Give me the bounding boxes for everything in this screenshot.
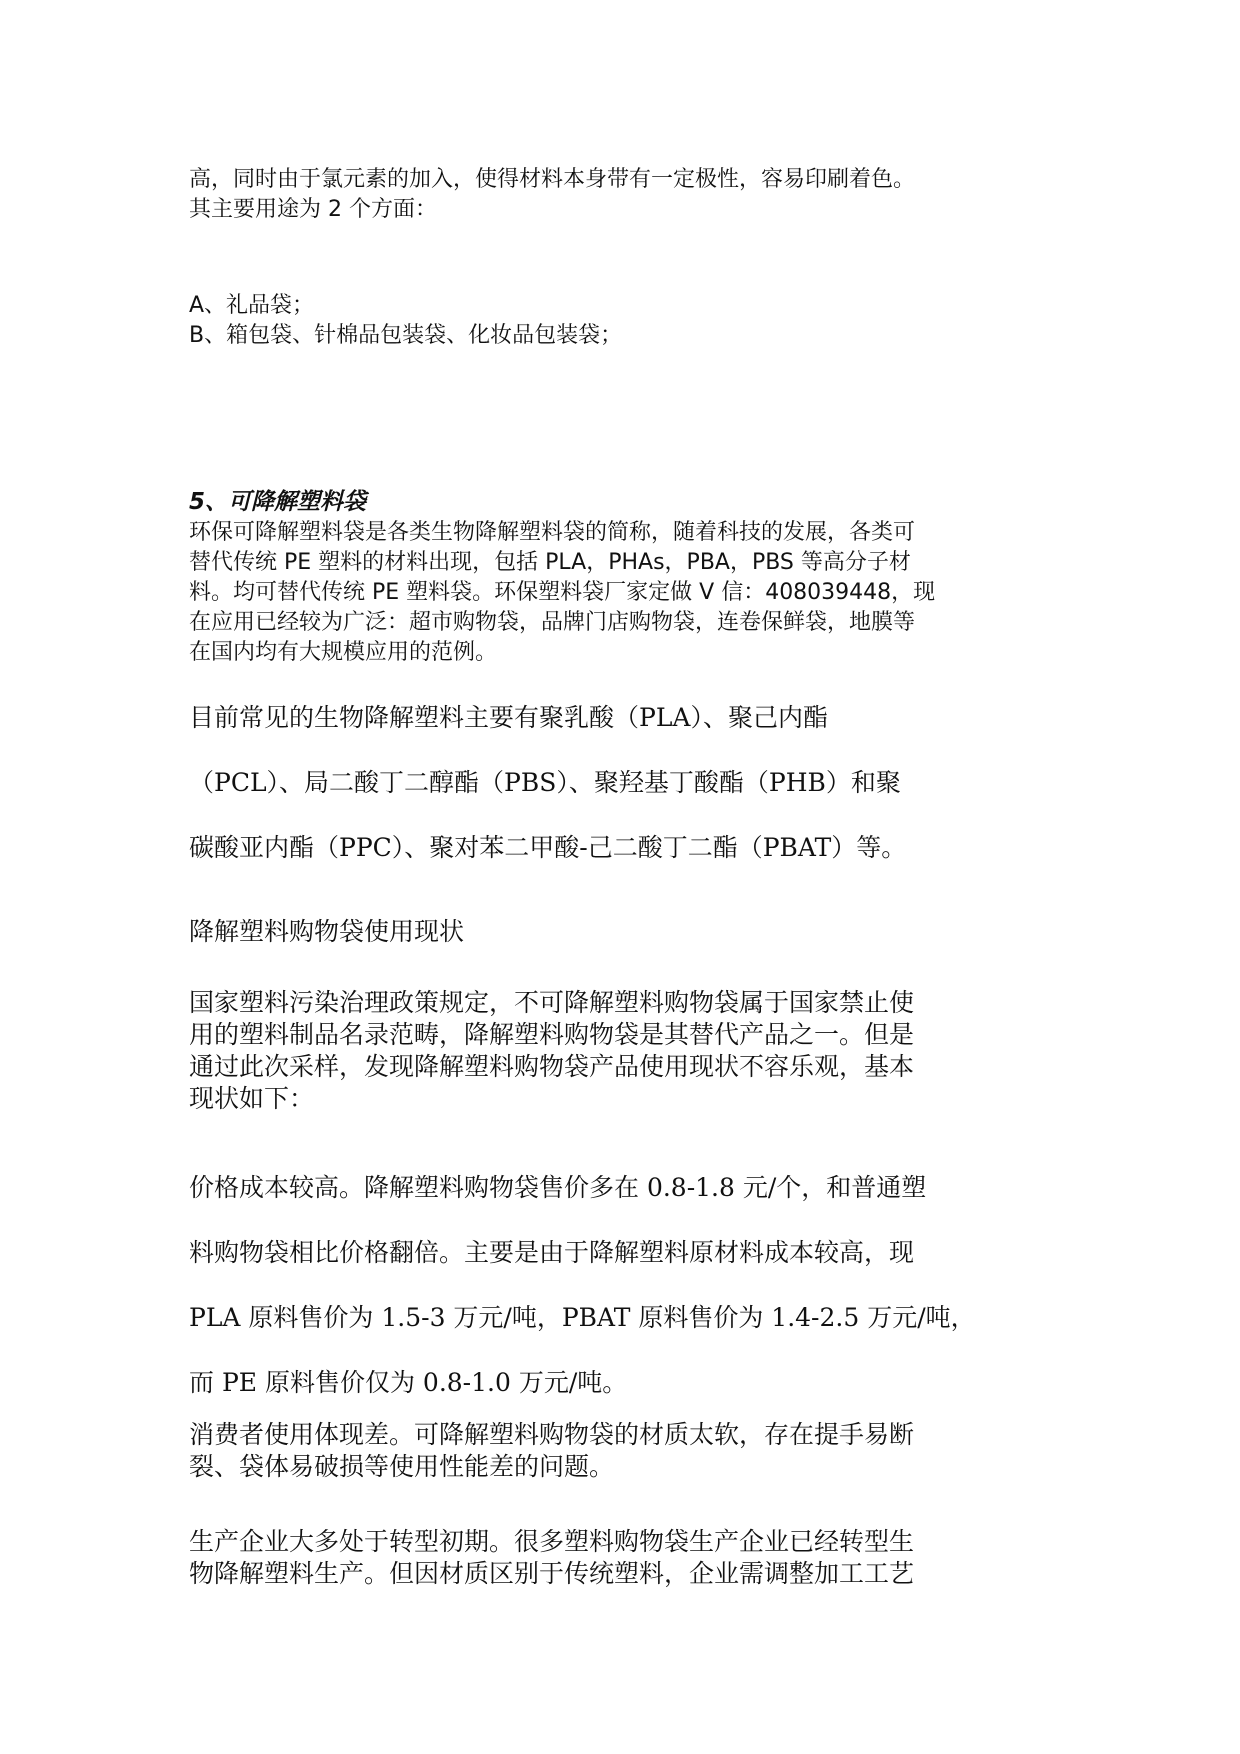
policy-line: 现状如下： <box>189 1084 315 1113</box>
policy-line: 用的塑料制品名录范畴，降解塑料购物袋是其替代产品之一。但是 <box>189 1020 915 1049</box>
intro-line: 其主要用途为 2 个方面： <box>189 197 437 222</box>
consumer-line: 消费者使用体现差。可降解塑料购物袋的材质太软，存在提手易断 <box>189 1420 915 1449</box>
section5-paragraph <box>189 518 1069 668</box>
common-materials-paragraph <box>189 702 1069 864</box>
production-line: 物降解塑料生产。但因材质区别于传统塑料，企业需调整加工工艺 <box>189 1559 915 1588</box>
consumer-line: 裂、袋体易破损等使用性能差的问题。 <box>189 1452 615 1481</box>
uses-list <box>189 291 1069 351</box>
section5-line: 在应用已经较为广泛：超市购物袋，品牌门店购物袋，连卷保鲜袋，地膜等 <box>189 610 916 635</box>
price-line: 而 PE 原料售价仅为 0.8-1.0 万元/吨。 <box>189 1368 628 1397</box>
consumer-paragraph <box>189 1419 1069 1483</box>
section-heading: 5、可降解塑料袋 <box>189 489 367 515</box>
common-materials-line: 碳酸亚内酯（PPC）、聚对苯二甲酸-己二酸丁二酯（PBAT）等。 <box>189 833 907 862</box>
uses-list-item: A、礼品袋； <box>189 293 315 318</box>
price-paragraph <box>189 1172 1069 1399</box>
section5-line: 替代传统 PE 塑料的材料出现，包括 PLA，PHAs，PBA，PBS 等高分子材 <box>189 550 911 575</box>
status-title: 降解塑料购物袋使用现状 <box>189 917 465 946</box>
common-materials-line: （PCL）、局二酸丁二醇酯（PBS）、聚羟基丁酸酯（PHB）和聚 <box>189 768 901 797</box>
uses-list-item: B、箱包袋、针棉品包装袋、化妆品包装袋； <box>189 323 623 348</box>
price-line: PLA 原料售价为 1.5-3 万元/吨，PBAT 原料售价为 1.4-2.5 万元/吨， <box>189 1303 976 1332</box>
price-line: 价格成本较高。降解塑料购物袋售价多在 0.8-1.8 元/个，和普通塑 <box>189 1173 927 1202</box>
section5-line: 料。均可替代传统 PE 塑料袋。环保塑料袋厂家定做 V 信：408039448，现 <box>189 580 936 605</box>
intro-line: 高，同时由于氯元素的加入，使得材料本身带有一定极性，容易印刷着色。 <box>189 167 916 192</box>
section5-line: 在国内均有大规模应用的范例。 <box>189 640 498 665</box>
common-materials-line: 目前常见的生物降解塑料主要有聚乳酸（PLA）、聚己内酯 <box>189 703 828 732</box>
policy-paragraph <box>189 987 1069 1115</box>
production-line: 生产企业大多处于转型初期。很多塑料购物袋生产企业已经转型生 <box>189 1527 915 1556</box>
intro-paragraph <box>189 165 1069 225</box>
price-line: 料购物袋相比价格翻倍。主要是由于降解塑料原材料成本较高，现 <box>189 1238 915 1267</box>
production-paragraph <box>189 1526 1069 1590</box>
policy-line: 国家塑料污染治理政策规定，不可降解塑料购物袋属于国家禁止使 <box>189 988 915 1017</box>
policy-line: 通过此次采样，发现降解塑料购物袋产品使用现状不容乐观，基本 <box>189 1052 915 1081</box>
section5-line: 环保可降解塑料袋是各类生物降解塑料袋的简称，随着科技的发展，各类可 <box>189 520 916 545</box>
